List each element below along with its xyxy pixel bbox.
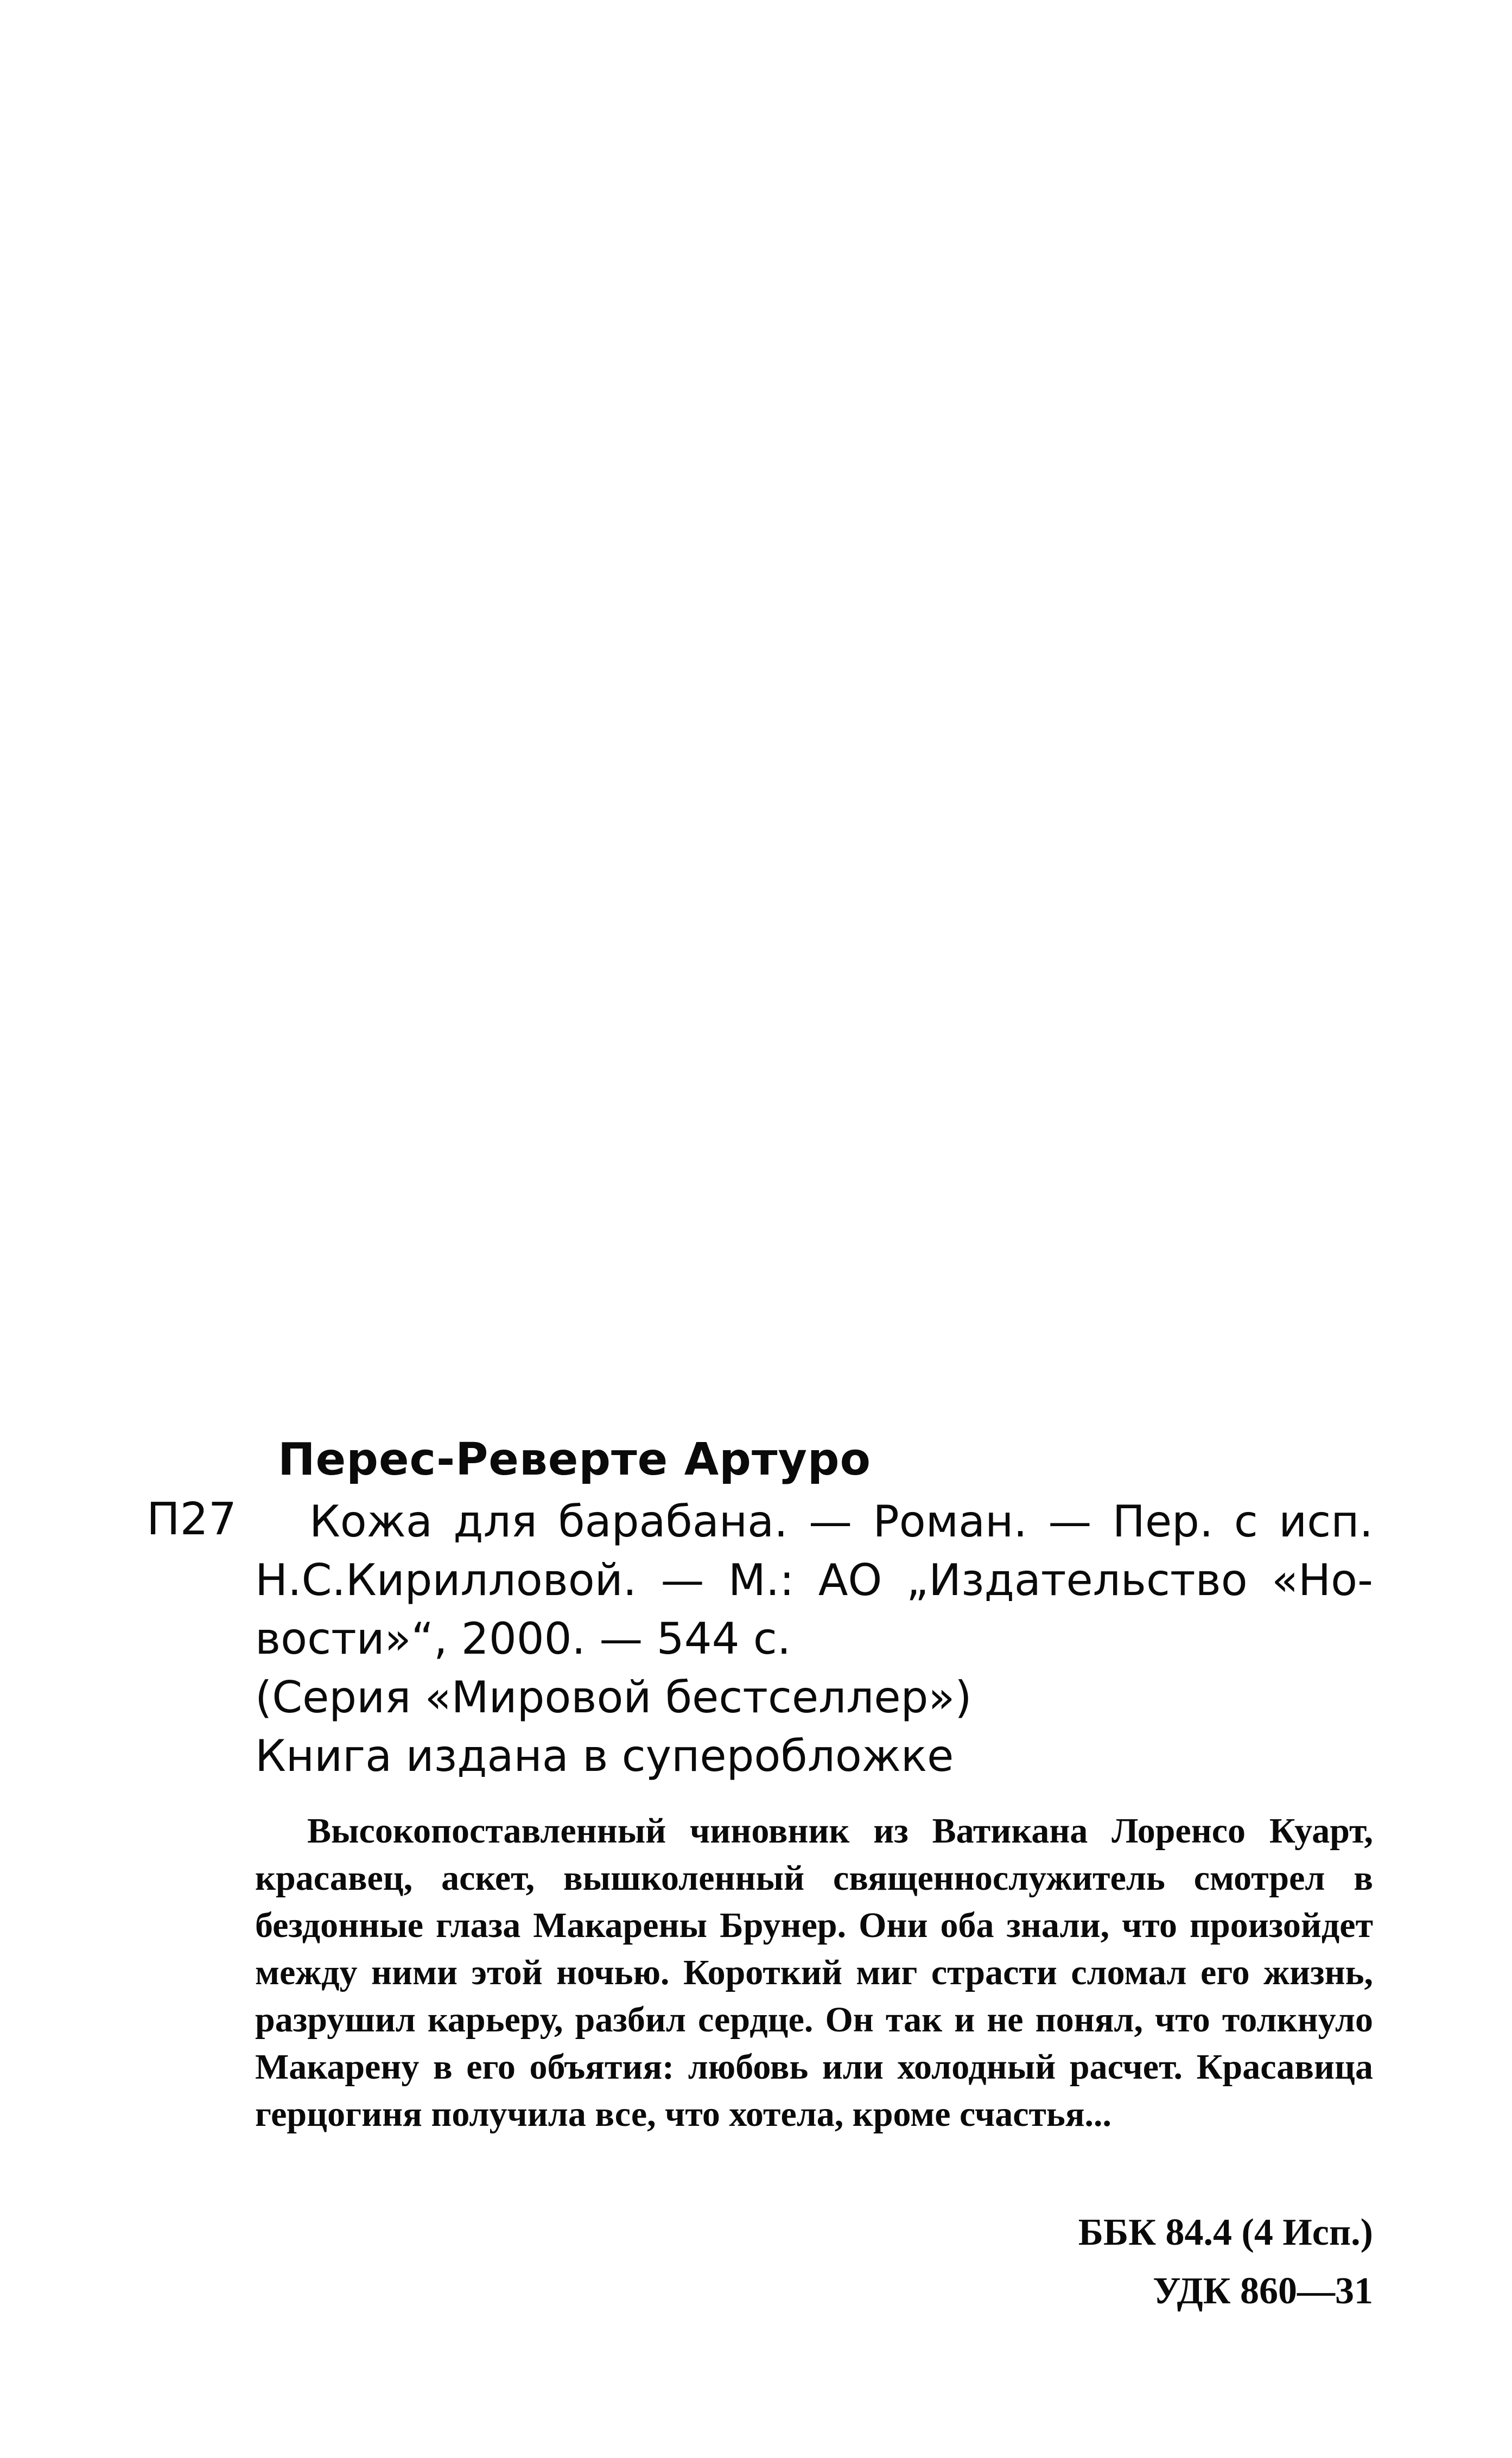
classification-codes bbox=[1078, 2203, 1373, 2321]
author-name: Перес-Реверте Артуро bbox=[278, 1434, 871, 1485]
bibliographic-description bbox=[255, 1492, 1373, 1786]
udk-code: УДК 860—31 bbox=[1153, 2270, 1373, 2312]
book-annotation: Высокопоставленный чиновник из Ватикана Лоренсо Куарт, красавец, аскет, вышколенный священнослужитель смотрел в бездонные глаза Макарены Брунер. Они оба знали, что произойдет между ними этой ночью. Короткий миг страсти сломал его жизнь, разрушил карьеру, разбил сердце. Он так и не понял, что толкнуло Макарену в его объятия: любовь или холодный расчет. Красавица герцогиня получила все, что хотела, кроме счастья... bbox=[255, 1811, 1373, 2134]
biblio-line: вости»“, 2000. — 544 с. bbox=[255, 1614, 791, 1664]
catalog-code: П27 bbox=[147, 1494, 237, 1545]
biblio-line: Н.С.Кирилловой. — М.: АО „Издательство «Но- bbox=[255, 1555, 1373, 1605]
binding-note: Книга издана в суперобложке bbox=[255, 1731, 954, 1781]
bbk-code: ББК 84.4 (4 Исп.) bbox=[1078, 2212, 1373, 2253]
series-line: (Серия «Мировой бестселлер») bbox=[255, 1672, 972, 1723]
biblio-line: Кожа для барабана. — Роман. — Пер. с исп. bbox=[309, 1496, 1373, 1547]
